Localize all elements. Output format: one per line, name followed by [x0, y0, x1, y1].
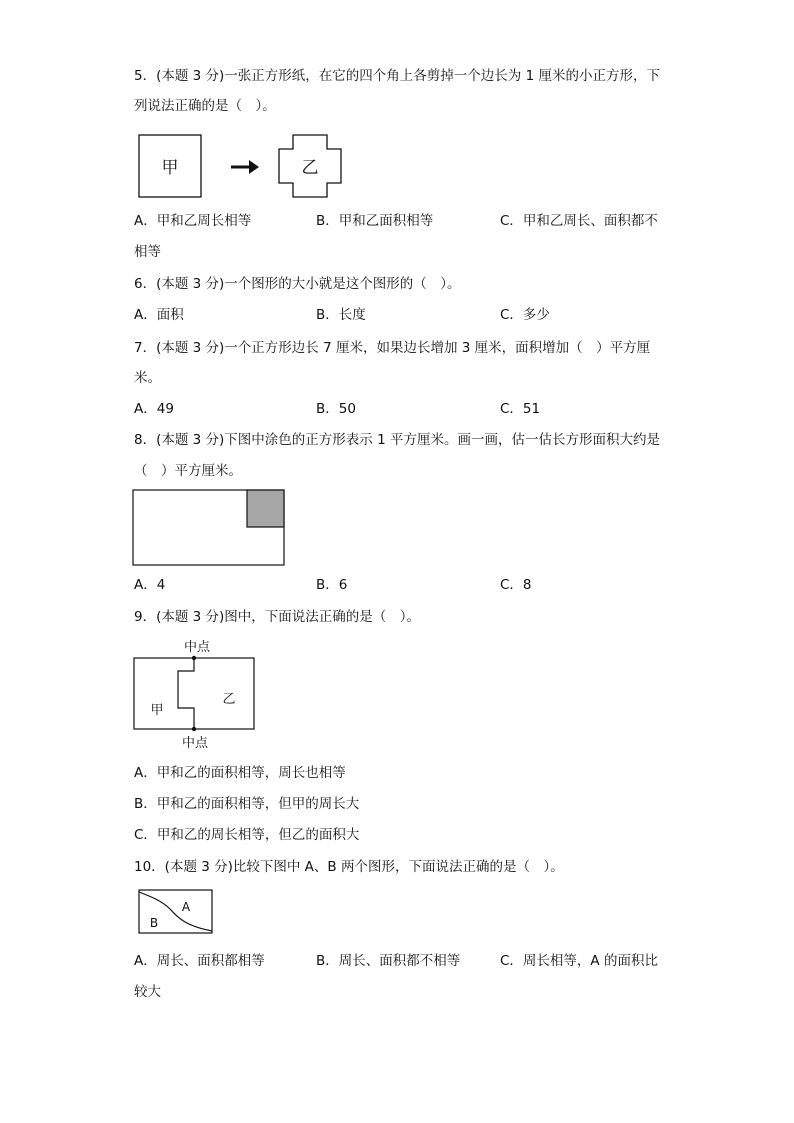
q7-stem-line2: 米。 — [134, 370, 161, 386]
q6-stem: 6．(本题 3 分)一个图形的大小就是这个图形的（ ）。 — [134, 276, 461, 292]
q9-label-bottom-midpoint: 中点 — [181, 736, 209, 751]
q9-option-c: C．甲和乙的周长相等，但乙的面积大 — [134, 827, 360, 843]
q8-figure — [132, 489, 288, 569]
q9-stem: 9．(本题 3 分)图中，下面说法正确的是（ ）。 — [134, 609, 421, 625]
q8-option-b: B．6 — [316, 577, 348, 593]
q5-option-b: B．甲和乙面积相等 — [316, 213, 434, 229]
q9-dividing-line — [178, 658, 194, 729]
q6-option-b: B．长度 — [316, 307, 366, 323]
q5-option-a: A．甲和乙周长相等 — [134, 213, 252, 229]
arrow-icon — [231, 160, 259, 174]
q8-option-a: A．4 — [134, 577, 166, 593]
q9-bottom-midpoint-dot — [192, 727, 196, 731]
q7-option-b: B．50 — [316, 401, 356, 417]
q10-option-c: C．周长相等，A 的面积比 — [500, 953, 658, 969]
q9-option-a: A．甲和乙的面积相等，周长也相等 — [134, 765, 346, 781]
q10-stem: 10．(本题 3 分)比较下图中 A、B 两个图形，下面说法正确的是（ ）。 — [134, 859, 564, 875]
q9-top-midpoint-dot — [192, 656, 196, 660]
q9-option-b: B．甲和乙的面积相等，但甲的周长大 — [134, 796, 360, 812]
q10-label-a: A — [181, 900, 191, 914]
q9-figure — [130, 636, 260, 752]
q10-option-b: B．周长、面积都不相等 — [316, 953, 461, 969]
q10-label-b: B — [149, 916, 159, 930]
q5-stem-line2: 列说法正确的是（ ）。 — [134, 98, 276, 114]
q10-option-c-cont: 较大 — [134, 984, 161, 1000]
q5-option-c: C．甲和乙周长、面积都不 — [500, 213, 658, 229]
q7-option-a: A．49 — [134, 401, 174, 417]
q7-option-c: C．51 — [500, 401, 541, 417]
q8-option-c: C．8 — [500, 577, 532, 593]
q9-label-jia: 甲 — [150, 703, 164, 718]
q5-option-c-cont: 相等 — [134, 244, 161, 260]
q5-stem-line1: 5．(本题 3 分)一张正方形纸，在它的四个角上各剪掉一个边长为 1 厘米的小正方形，下 — [134, 68, 660, 84]
q8-stem-line1: 8．(本题 3 分)下图中涂色的正方形表示 1 平方厘米。画一画，估一估长方形面积大约是 — [134, 432, 660, 448]
q7-stem-line1: 7．(本题 3 分)一个正方形边长 7 厘米，如果边长增加 3 厘米，面积增加（ ）平方厘 — [134, 340, 651, 356]
q9-label-top-midpoint: 中点 — [183, 640, 211, 655]
q5-label-yi: 乙 — [301, 158, 319, 178]
q10-option-a: A．周长、面积都相等 — [134, 953, 265, 969]
q6-option-a: A．面积 — [134, 307, 184, 323]
q9-label-yi: 乙 — [222, 692, 236, 707]
q6-option-c: C．多少 — [500, 307, 550, 323]
q8-stem-line2: （ ）平方厘米。 — [134, 463, 242, 479]
q5-figure — [138, 134, 348, 202]
q10-figure — [138, 889, 216, 937]
q5-label-jia: 甲 — [161, 158, 179, 178]
q8-shaded-square — [247, 490, 284, 527]
